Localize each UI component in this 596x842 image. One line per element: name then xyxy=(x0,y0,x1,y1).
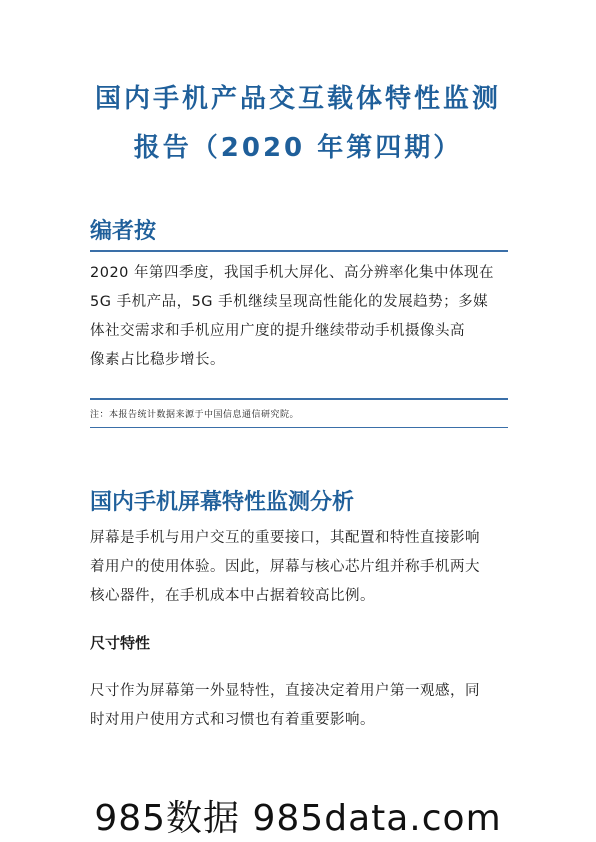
editor-note-heading: 编者按 xyxy=(90,219,157,244)
size-subheading: 尺寸特性 xyxy=(90,634,151,652)
paragraph-line: 体社交需求和手机应用广度的提升继续带动手机摄像头高 xyxy=(90,323,465,339)
editor-note-paragraph xyxy=(90,259,510,375)
report-title-line1: 国内手机产品交互载体特性监测 xyxy=(94,84,501,114)
size-paragraph xyxy=(90,677,510,735)
paragraph-line: 时对用户使用方式和习惯也有着重要影响。 xyxy=(90,712,375,728)
report-title-line2: 报告（2020 年第四期） xyxy=(133,133,463,163)
screen-section-heading: 国内手机屏幕特性监测分析 xyxy=(90,490,355,515)
paragraph-line: 核心器件，在手机成本中占据着较高比例。 xyxy=(90,588,375,604)
screen-intro-paragraph xyxy=(90,524,510,611)
footnote-underline xyxy=(90,427,508,428)
paragraph-line: 2020 年第四季度，我国手机大屏化、高分辨率化集中体现在 xyxy=(90,265,495,281)
source-footnote: 注：本报告统计数据来源于中国信息通信研究院。 xyxy=(90,410,300,420)
watermark: 985数据 985data.com xyxy=(94,798,502,839)
paragraph-line: 尺寸作为屏幕第一外显特性，直接决定着用户第一观感，同 xyxy=(90,683,480,699)
paragraph-line: 屏幕是手机与用户交互的重要接口，其配置和特性直接影响 xyxy=(90,530,480,546)
paragraph-line: 着用户的使用体验。因此，屏幕与核心芯片组并称手机两大 xyxy=(90,559,480,575)
divider-middle xyxy=(90,398,508,400)
paragraph-line: 5G 手机产品，5G 手机继续呈现高性能化的发展趋势；多媒 xyxy=(90,294,489,310)
divider-top xyxy=(90,250,508,252)
paragraph-line: 像素占比稳步增长。 xyxy=(90,352,225,368)
